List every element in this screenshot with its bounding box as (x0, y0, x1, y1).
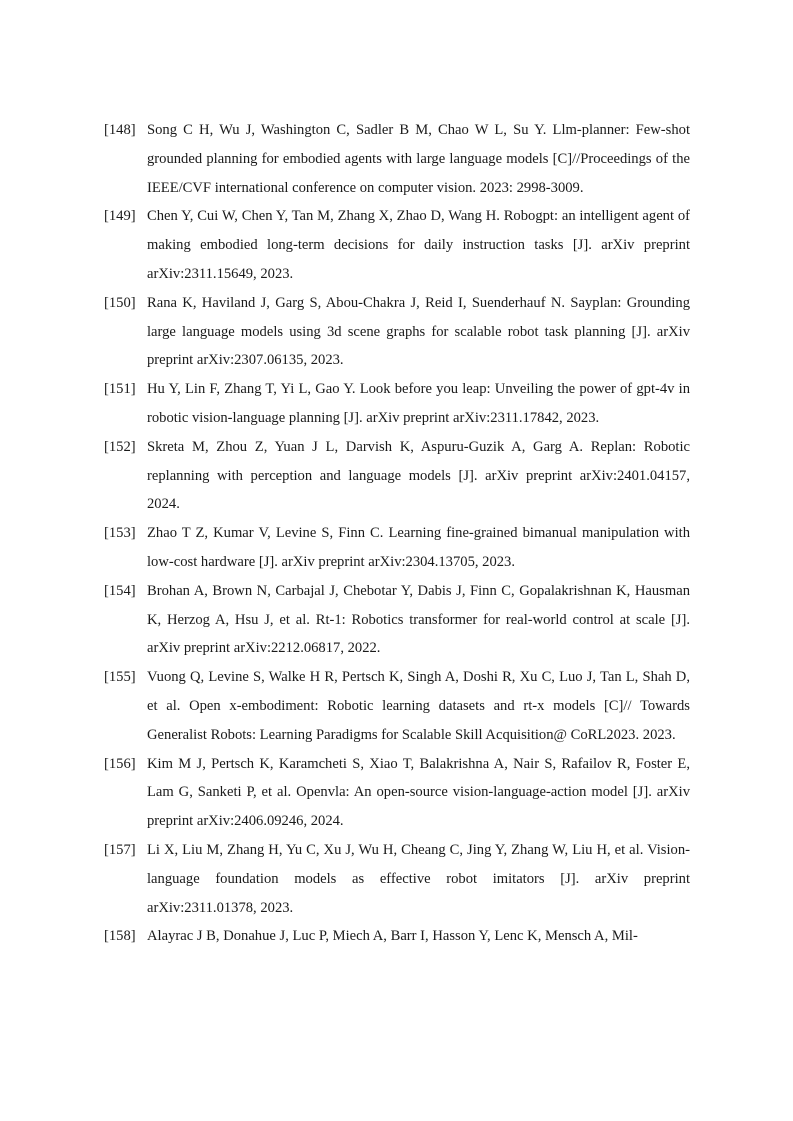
reference-item (104, 922, 690, 951)
reference-item (104, 663, 690, 749)
reference-text: Li X, Liu M, Zhang H, Yu C, Xu J, Wu H, Cheang C, Jing Y, Zhang W, Liu H, et al. Vision-language foundation models as effective robot imitators [J]. arXiv preprint arXiv:2311.01378, 2023. (147, 841, 690, 916)
reference-number: [157] (104, 841, 136, 858)
reference-item (104, 202, 690, 288)
reference-item (104, 116, 690, 202)
reference-number: [154] (104, 582, 136, 599)
reference-number: [152] (104, 438, 136, 455)
reference-text: Alayrac J B, Donahue J, Luc P, Miech A, Barr I, Hasson Y, Lenc K, Mensch A, Mil- (147, 928, 638, 945)
reference-number: [148] (104, 122, 136, 138)
reference-number: [155] (104, 669, 136, 686)
reference-item (104, 519, 690, 577)
reference-item (104, 375, 690, 433)
reference-text: Brohan A, Brown N, Carbajal J, Chebotar Y, Dabis J, Finn C, Gopalakrishnan K, Hausman K, Herzog A, Hsu J, et al. Rt-1: Robotics transformer for real-world control at scale [J]. arXiv preprint arXiv:2212.06817, 2022. (147, 582, 690, 657)
reference-item (104, 836, 690, 922)
reference-item (104, 289, 690, 375)
reference-number: [150] (104, 294, 136, 311)
reference-list (104, 116, 690, 951)
reference-text: Skreta M, Zhou Z, Yuan J L, Darvish K, Aspuru-Guzik A, Garg A. Replan: Robotic replanning with perception and language models [J]. arXiv preprint arXiv:2401.04157, 2024. (147, 438, 690, 513)
reference-text: Zhao T Z, Kumar V, Levine S, Finn C. Learning fine-grained bimanual manipulation with low-cost hardware [J]. arXiv preprint arXiv:2304.13705, 2023. (147, 525, 690, 570)
reference-text: Kim M J, Pertsch K, Karamcheti S, Xiao T, Balakrishna A, Nair S, Rafailov R, Foster E, Lam G, Sanketi P, et al. Openvla: An open-source vision-language-action model [J]. arXiv preprint arXiv:2406.09246, 2024. (147, 755, 690, 830)
reference-text: Chen Y, Cui W, Chen Y, Tan M, Zhang X, Zhao D, Wang H. Robogpt: an intelligent agent of making embodied long-term decisions for daily instruction tasks [J]. arXiv preprint arXiv:2311.15649, 2023. (147, 208, 690, 282)
reference-item (104, 577, 690, 663)
reference-item (104, 750, 690, 836)
reference-text: Song C H, Wu J, Washington C, Sadler B M, Chao W L, Su Y. Llm-planner: Few-shot grounded planning for embodied agents with large language models [C]//Proceedings of the IEEE/CVF international conference on computer vision. 2023: 2998-3009. (147, 122, 690, 196)
reference-number: [149] (104, 208, 136, 225)
reference-text: Hu Y, Lin F, Zhang T, Yi L, Gao Y. Look before you leap: Unveiling the power of gpt-4v in robotic vision-language planning [J]. arXiv preprint arXiv:2311.17842, 2023. (147, 381, 690, 426)
reference-text: Rana K, Haviland J, Garg S, Abou-Chakra J, Reid I, Suenderhauf N. Sayplan: Grounding large language models using 3d scene graphs for scalable robot task planning [J]. arXiv preprint arXiv:2307.06135, 2023. (147, 294, 690, 369)
reference-number: [158] (104, 928, 136, 945)
reference-number: [151] (104, 381, 136, 398)
reference-item (104, 433, 690, 519)
reference-number: [156] (104, 755, 136, 772)
reference-text: Vuong Q, Levine S, Walke H R, Pertsch K, Singh A, Doshi R, Xu C, Luo J, Tan L, Shah D, et al. Open x-embodiment: Robotic learning datasets and rt-x models [C]// Towards Generalist Robots: Learning Paradigms for Scalable Skill Acquisition@ CoRL2023. 2023. (147, 669, 690, 743)
reference-number: [153] (104, 525, 136, 542)
